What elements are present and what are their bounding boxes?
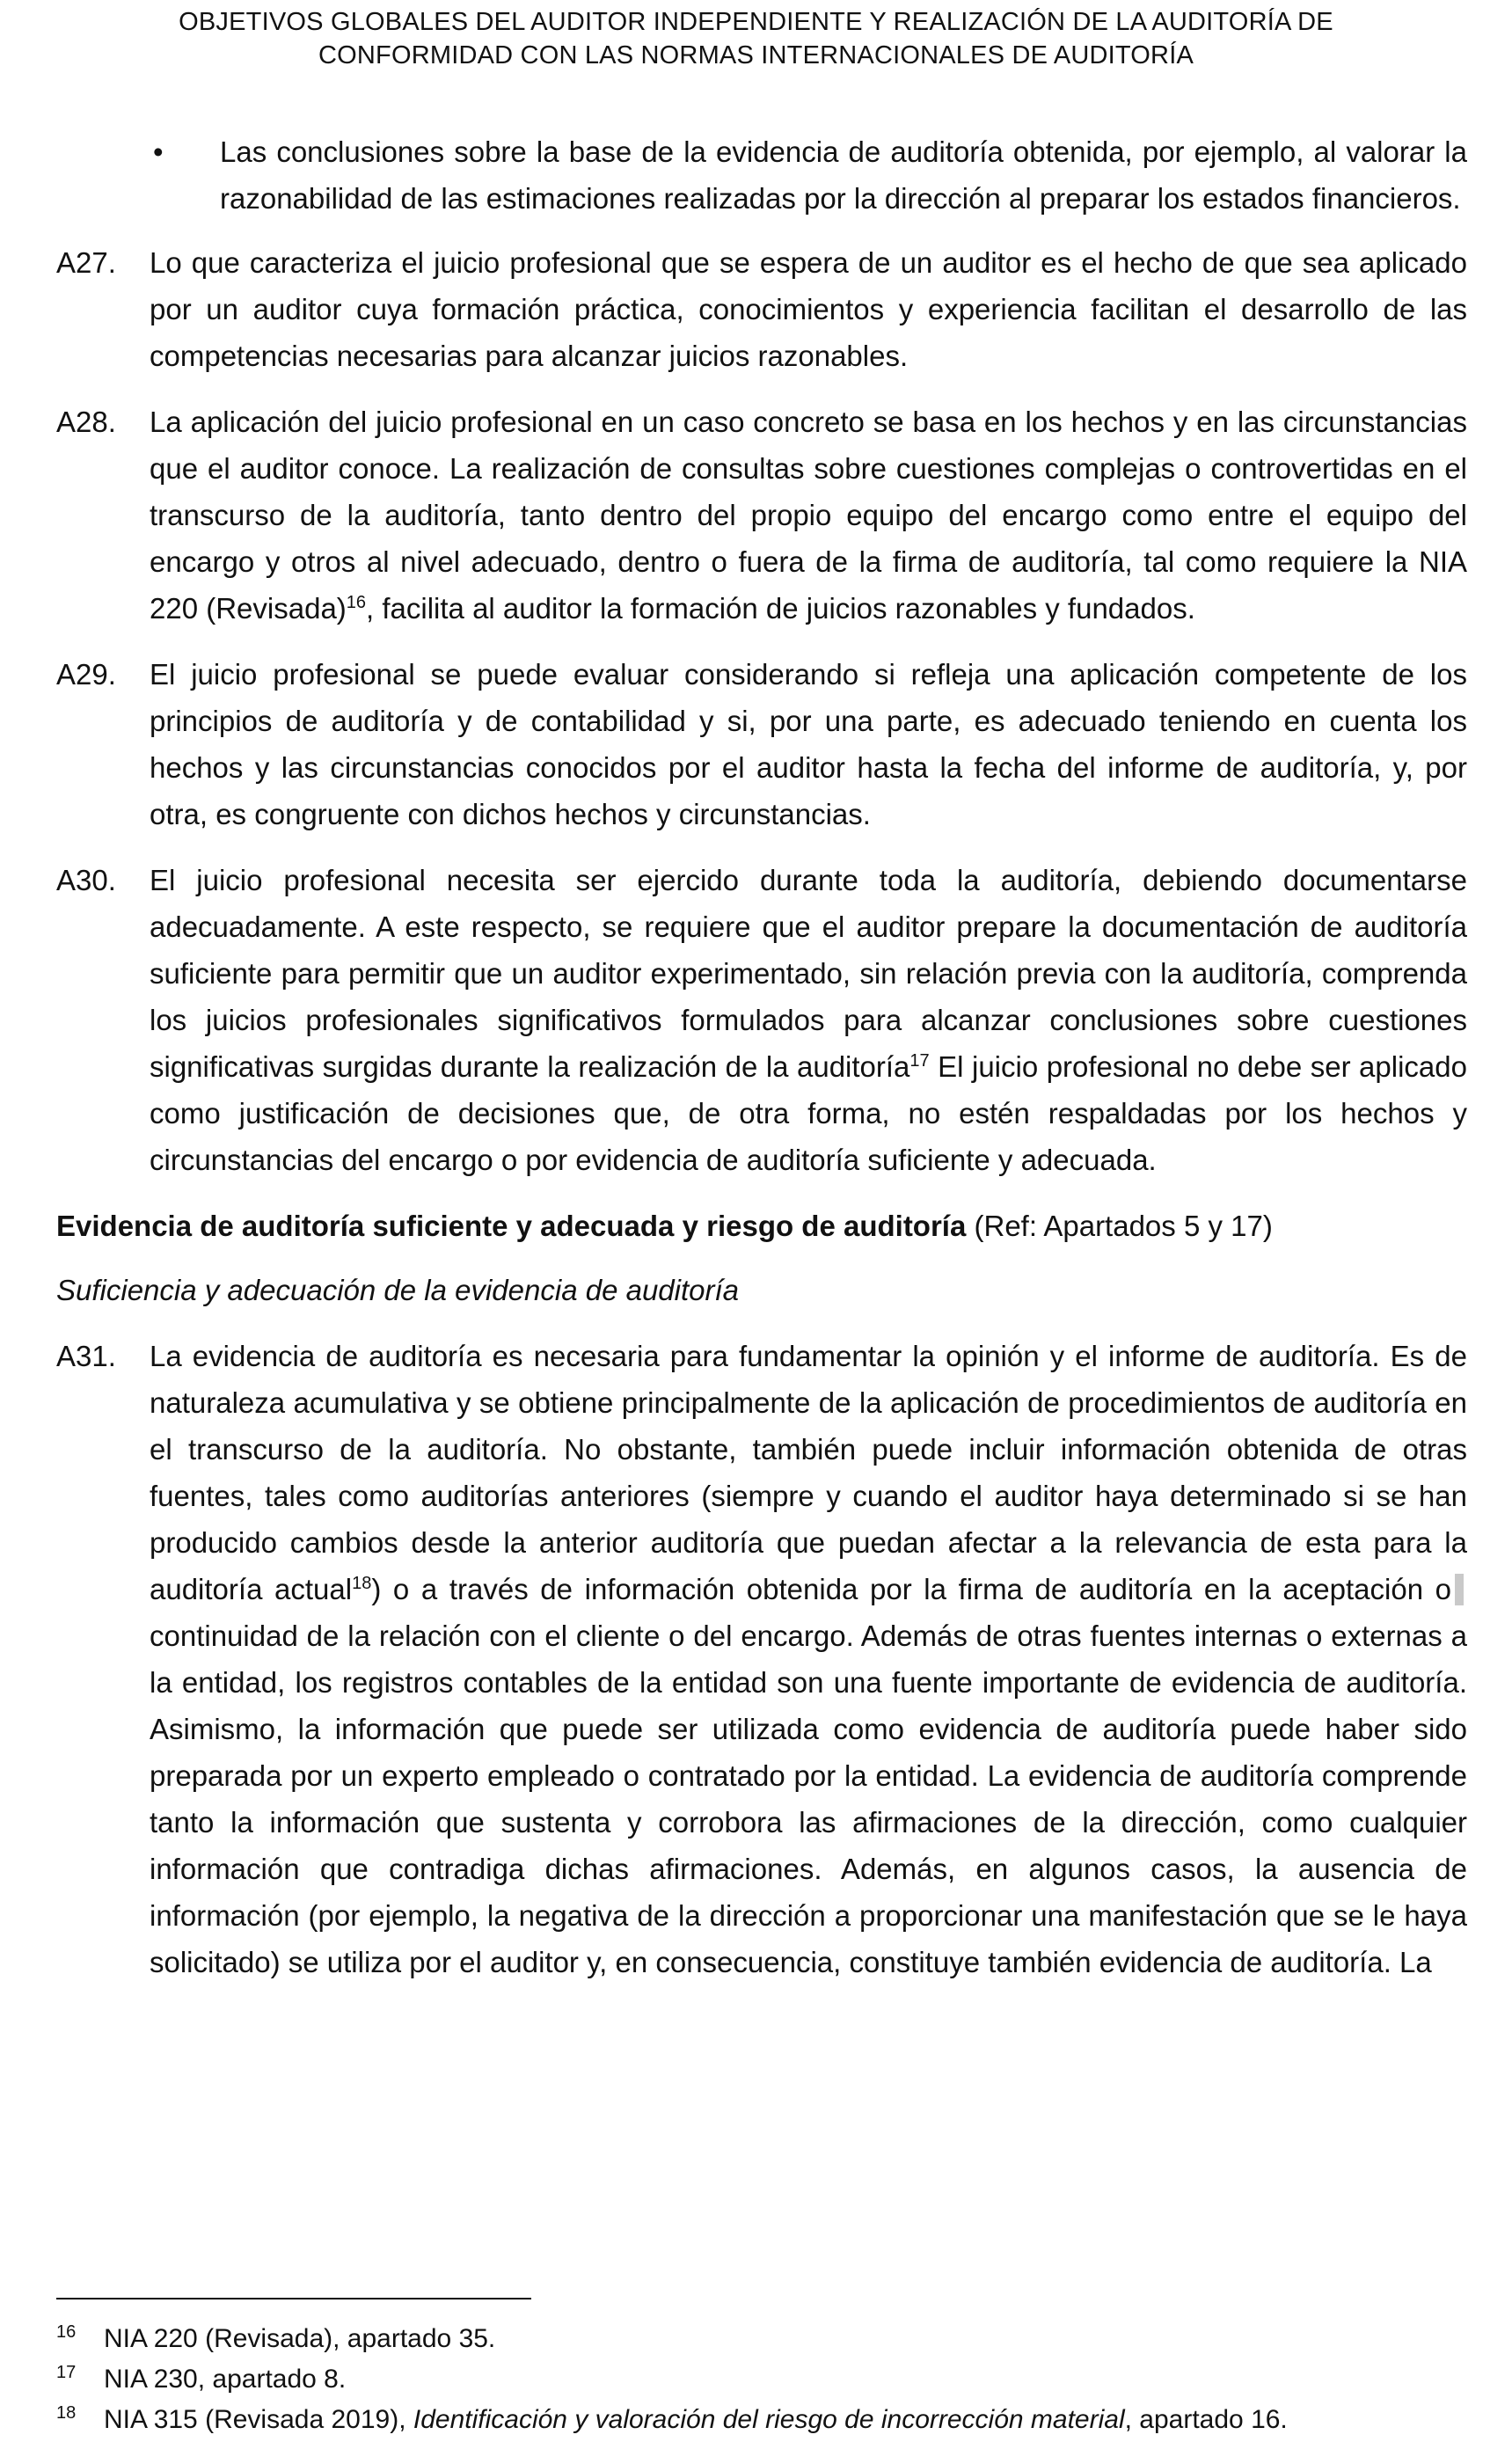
paragraph-text-continued: ) o a través de información obtenida por la firma de auditoría en la aceptación o: [371, 1573, 1452, 1605]
running-header: [0, 5, 1512, 72]
footnote-separator: [56, 2298, 531, 2299]
paragraph-number: A28.: [56, 406, 116, 438]
footnote-17: [56, 2359, 1481, 2400]
paragraph-text-continued: , facilita al auditor la formación de juicios razonables y fundados.: [366, 592, 1195, 625]
footnote-title-italic: Identificación y valoración del riesgo de incorrección material: [413, 2405, 1125, 2434]
footnote-number: 16: [56, 2322, 77, 2342]
document-body: [56, 128, 1467, 2005]
paragraph-a29: [56, 651, 1467, 837]
paragraph-text: El juicio profesional se puede evaluar considerando si refleja una aplicación competente de los principios de auditoría y de contabilidad y si, por una parte, es adecuado teniendo en cuenta los hechos y las circunstancias conocidos por el auditor hasta la fecha del informe de auditoría, y, por otra, es congruente con dichos hechos y circunstancias.: [150, 658, 1467, 830]
footnote-18: [56, 2400, 1481, 2440]
paragraph-text: El juicio profesional necesita ser ejercido durante toda la auditoría, debiendo documentarse adecuadamente. A este respecto, se requiere que el auditor prepare la documentación de auditoría suficiente para permitir que un auditor experimentado, sin relación previa con la auditoría, comprenda los juicios profesionales significativos formulados para alcanzar conclusiones sobre cuestiones significativas surgidas durante la realización de la auditoría: [150, 864, 1467, 1083]
running-header-line-2: CONFORMIDAD CON LAS NORMAS INTERNACIONALES DE AUDITORÍA: [318, 41, 1194, 69]
paragraph-a30: [56, 857, 1467, 1183]
paragraph-text: Lo que caracteriza el juicio profesional que se espera de un auditor es el hecho de que sea aplicado por un auditor cuya formación práctica, conocimientos y experiencia facilitan el desarrollo de las competencias necesarias para alcanzar juicios razonables.: [150, 246, 1467, 372]
paragraph-number: A27.: [56, 246, 116, 279]
footnote-ref-18[interactable]: 18: [352, 1574, 372, 1593]
paragraph-text: La aplicación del juicio profesional en un caso concreto se basa en los hechos y en las circunstancias que el auditor conoce. La realización de consultas sobre cuestiones complejas o controvertidas en el transcurso de la auditoría, tanto dentro del propio equipo del encargo como entre el equipo del encargo y otros al nivel adecuado, dentro o fuera de la firma de auditoría, tal como requiere la NIA 220 (Revisada): [150, 406, 1467, 625]
paragraph-text-continued: El juicio profesional no debe ser aplicado como justificación de decisiones que, de otra forma, no estén respaldadas por los hechos y circunstancias del encargo o por evidencia de auditoría suficiente y adecuada.: [150, 1050, 1467, 1176]
paragraph-a31: [56, 1333, 1467, 1985]
section-heading: [56, 1203, 1467, 1249]
footnote-text-end: , apartado 16.: [1124, 2405, 1288, 2434]
paragraph-number: A30.: [56, 864, 116, 896]
footnote-text: NIA 230, apartado 8.: [104, 2365, 347, 2394]
footnote-16: [56, 2319, 1481, 2359]
footnote-number: 18: [56, 2403, 77, 2423]
section-heading-ref: (Ref: Apartados 5 y 17): [966, 1210, 1273, 1242]
section-heading-title: Evidencia de auditoría suficiente y adecuada y riesgo de auditoría: [56, 1210, 967, 1242]
text-cursor: [1455, 1574, 1464, 1605]
bullet-text: Las conclusiones sobre la base de la evidencia de auditoría obtenida, por ejemplo, al valorar la razonabilidad de las estimaciones realizadas por la dirección al preparar los estados financieros.: [220, 135, 1467, 215]
subheading: Suficiencia y adecuación de la evidencia de auditoría: [56, 1274, 740, 1306]
bullet-icon: •: [153, 135, 164, 168]
paragraph-text: La evidencia de auditoría es necesaria para fundamentar la opinión y el informe de auditoría. Es de naturaleza acumulativa y se obtiene principalmente de la aplicación de procedimientos de auditoría en el transcurso de la auditoría. No obstante, también puede incluir información obtenida de otras fuentes, tales como auditorías anteriores (siempre y cuando el auditor haya determinado si se han producido cambios desde la anterior auditoría que puedan afectar a la relevancia de esta para la auditoría actual: [150, 1340, 1467, 1605]
footnotes: [56, 2319, 1481, 2440]
paragraph-a28: [56, 398, 1467, 632]
running-header-line-1: OBJETIVOS GLOBALES DEL AUDITOR INDEPENDIENTE Y REALIZACIÓN DE LA AUDITORÍA DE: [179, 8, 1333, 36]
paragraph-number: A29.: [56, 658, 116, 691]
paragraph-number: A31.: [56, 1340, 116, 1372]
footnote-text: NIA 315 (Revisada 2019),: [104, 2405, 413, 2434]
paragraph-a27: [56, 239, 1467, 379]
bullet-item: [56, 128, 1467, 222]
paragraph-text-continued-2: continuidad de la relación con el cliente o del encargo. Además de otras fuentes internas o externas a la entidad, los registros contables de la entidad son una fuente importante de evidencia de auditoría. Asimismo, la información que puede ser utilizada como evidencia de auditoría puede haber sido preparada por un experto empleado o contratado por la entidad. La evidencia de auditoría comprende tanto la información que sustenta y corrobora las afirmaciones de la dirección, como cualquier información que contradiga dichas afirmaciones. Además, en algunos casos, la ausencia de información (por ejemplo, la negativa de la dirección a proporcionar una manifestación que se le haya solicitado) se utiliza por el auditor y, en consecuencia, constituye también evidencia de auditoría. La: [150, 1619, 1467, 1978]
footnote-text: NIA 220 (Revisada), apartado 35.: [104, 2324, 496, 2353]
footnote-ref-17[interactable]: 17: [909, 1051, 930, 1071]
footnote-number: 17: [56, 2363, 77, 2382]
footnote-ref-16[interactable]: 16: [346, 593, 367, 612]
